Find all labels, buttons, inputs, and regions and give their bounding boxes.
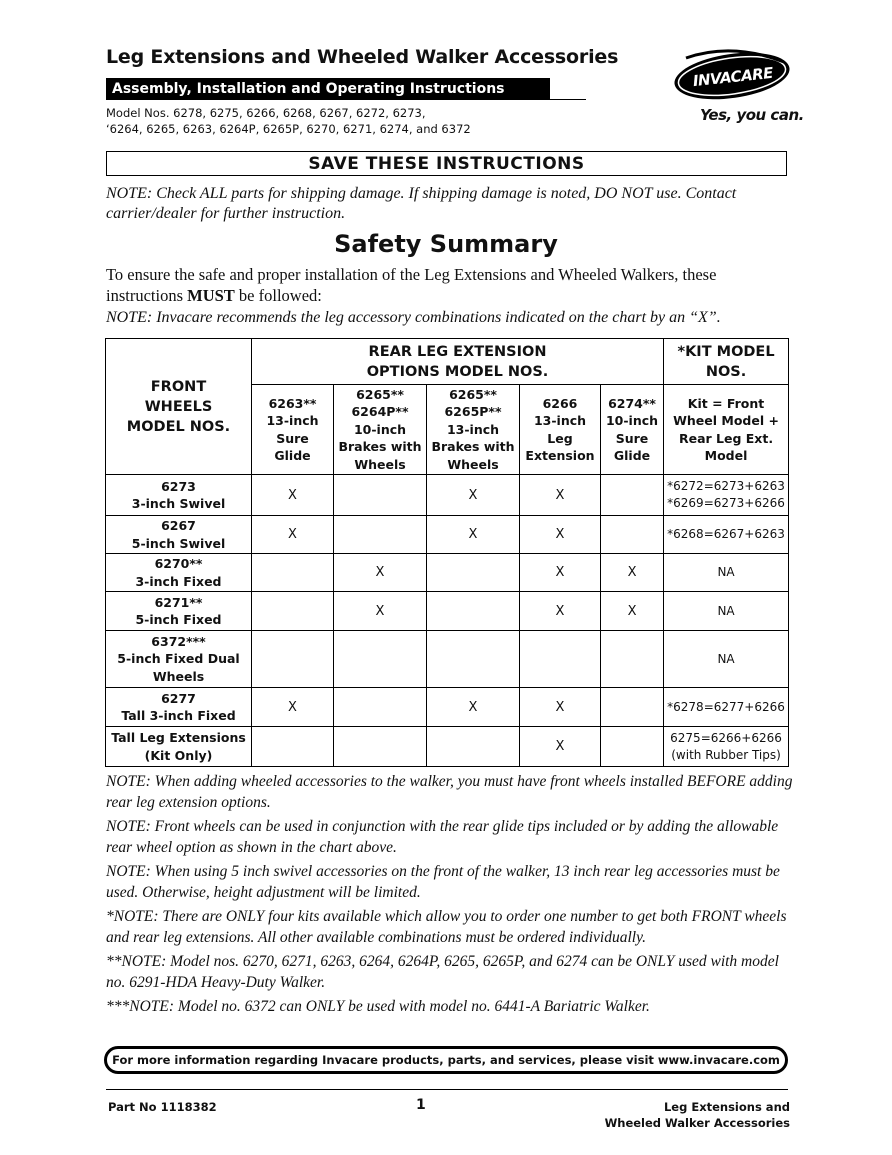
- kit-column-line: Kit = Front: [687, 395, 765, 411]
- kit-model-line: 6275=6266+6266: [670, 730, 782, 745]
- rear-option-line: Glide: [274, 448, 311, 463]
- kit-model-cell: [664, 475, 789, 516]
- rear-option-column-header: [427, 385, 520, 475]
- empty-cell: [601, 475, 664, 516]
- empty-cell: [601, 688, 664, 727]
- rear-option-line: 10-inch: [353, 421, 407, 437]
- intro-text: [106, 264, 796, 306]
- front-wheel-model-cell: [106, 727, 252, 767]
- rear-option-column-header: [601, 385, 664, 475]
- recommended-mark-cell: X: [520, 516, 601, 554]
- rear-header-line: OPTIONS MODEL NOS.: [366, 363, 549, 380]
- recommended-mark-cell: X: [252, 516, 334, 554]
- front-wheel-model-cell: [106, 688, 252, 727]
- empty-cell: [427, 631, 520, 688]
- recommended-mark-cell: X: [520, 554, 601, 592]
- footer-title-line-2: Wheeled Walker Accessories: [604, 1116, 790, 1130]
- kit-header-line: *KIT MODEL: [677, 343, 775, 360]
- rear-option-line: Sure: [276, 430, 309, 446]
- rear-option-line: Brakes with: [338, 439, 422, 455]
- kit-model-cell: [664, 688, 789, 727]
- kit-model-line: (with Rubber Tips): [671, 747, 781, 762]
- note-paragraph: NOTE: When using 5 inch swivel accessories on the front of the walker, 13 inch rear leg accessories must be used. Otherwise, height adjustment will be limited.: [106, 863, 780, 901]
- model-numbers-line-1: Model Nos. 6278, 6275, 6266, 6268, 6267, 6272, 6273,: [106, 106, 426, 120]
- front-wheel-model-line: 6372***: [151, 633, 206, 649]
- recommended-mark-cell: X: [520, 727, 601, 767]
- intro-after: be followed:: [234, 286, 322, 305]
- empty-cell: [427, 592, 520, 631]
- front-wheel-model-cell: [106, 631, 252, 688]
- empty-cell: [252, 554, 334, 592]
- kit-model-cell: [664, 631, 789, 688]
- note-paragraph: *NOTE: There are ONLY four kits available which allow you to order one number to get both FRONT wheels and rear leg extensions. All other available combinations must be ordered individually.: [106, 908, 787, 946]
- rear-option-column-header: [252, 385, 334, 475]
- empty-cell: [601, 631, 664, 688]
- front-header-line: FRONT: [150, 378, 207, 395]
- rear-option-line: 6274**: [608, 395, 656, 411]
- kit-model-cell: [664, 516, 789, 554]
- rear-option-line: Wheels: [354, 456, 406, 472]
- save-instructions-box: SAVE THESE INSTRUCTIONS: [106, 151, 787, 176]
- svg-text:INVACARE: INVACARE: [692, 63, 774, 91]
- document-subtitle: Assembly, Installation and Operating Instructions: [106, 78, 550, 100]
- rear-leg-extension-header: [252, 339, 664, 385]
- table-row: [106, 516, 789, 554]
- kit-model-line: *6269=6273+6266: [667, 496, 785, 510]
- rear-option-line: 6263**: [268, 395, 317, 411]
- invacare-logo: [672, 48, 794, 100]
- table-row: [106, 475, 789, 516]
- front-wheel-model-line: 3-inch Fixed: [135, 573, 222, 589]
- recommended-mark-cell: X: [427, 516, 520, 554]
- front-wheel-model-line: 3-inch Swivel: [131, 496, 226, 511]
- empty-cell: [601, 727, 664, 767]
- kit-header-line: NOS.: [705, 363, 747, 380]
- kit-model-cell: [664, 592, 789, 631]
- empty-cell: [334, 631, 427, 688]
- front-wheel-model-line: Wheels: [152, 668, 205, 684]
- recommended-mark-cell: X: [520, 688, 601, 727]
- intro-bold: MUST: [187, 286, 235, 305]
- footer-rule: [106, 1089, 788, 1090]
- recommended-mark-cell: X: [334, 592, 427, 631]
- rear-option-line: 13-inch: [446, 421, 500, 437]
- rear-option-line: 10-inch: [605, 413, 659, 428]
- front-wheel-model-cell: [106, 475, 252, 516]
- empty-cell: [334, 727, 427, 767]
- empty-cell: [427, 554, 520, 592]
- model-numbers: [106, 105, 471, 137]
- table-body: [106, 475, 789, 767]
- tagline: Yes, you can.: [700, 106, 804, 124]
- empty-cell: [252, 631, 334, 688]
- kit-column-line: Rear Leg Ext.: [678, 430, 774, 446]
- front-wheel-model-line: Tall 3-inch Fixed: [121, 708, 236, 723]
- rear-option-line: Glide: [613, 448, 651, 463]
- rear-option-line: 6264P**: [351, 404, 409, 420]
- kit-column-header: [664, 385, 789, 475]
- kit-model-cell: [664, 727, 789, 767]
- rear-option-line: 13-inch: [533, 413, 587, 428]
- front-header-line: MODEL NOS.: [126, 418, 231, 435]
- front-wheel-model-line: 6270**: [154, 556, 203, 571]
- rear-option-line: Sure: [615, 430, 649, 446]
- kit-column-line: Model: [704, 448, 748, 463]
- kit-model-line: NA: [717, 651, 735, 666]
- kit-column-line: Wheel Model +: [673, 413, 779, 428]
- rear-header-line: REAR LEG EXTENSION: [368, 343, 547, 360]
- rear-option-column-header: [520, 385, 601, 475]
- front-wheel-model-line: 6277: [161, 690, 196, 706]
- intro-before: To ensure the safe and proper installation of the Leg Extensions and Wheeled Walkers, these instructions: [106, 265, 717, 305]
- recommended-mark-cell: X: [520, 475, 601, 516]
- front-wheel-model-line: Tall Leg Extensions: [111, 730, 246, 745]
- kit-model-line: *6272=6273+6263: [667, 479, 785, 493]
- front-header-line: WHEELS: [144, 398, 213, 415]
- rear-option-line: 13-inch: [266, 413, 319, 428]
- rear-option-line: 6265**: [356, 386, 404, 402]
- empty-cell: [427, 727, 520, 767]
- table-row: [106, 688, 789, 727]
- empty-cell: [334, 516, 427, 554]
- recommended-mark-cell: X: [520, 592, 601, 631]
- kit-model-line: *6278=6277+6266: [667, 699, 785, 714]
- front-wheel-model-line: 5-inch Fixed: [135, 612, 222, 627]
- rear-option-line: Extension: [525, 448, 595, 463]
- front-wheel-model-cell: [106, 592, 252, 631]
- front-wheel-model-line: 5-inch Swivel: [131, 535, 226, 551]
- rear-option-line: Leg: [547, 430, 573, 446]
- front-wheels-header: [106, 339, 252, 475]
- kit-model-line: NA: [717, 603, 735, 618]
- empty-cell: [252, 727, 334, 767]
- recommended-mark-cell: X: [252, 475, 334, 516]
- rear-option-line: 6266: [542, 395, 578, 411]
- notes-section: [106, 771, 796, 1020]
- recommended-mark-cell: X: [334, 554, 427, 592]
- empty-cell: [520, 631, 601, 688]
- kit-model-header: [664, 339, 789, 385]
- note-paragraph: ***NOTE: Model no. 6372 can ONLY be used with model no. 6441-A Bariatric Walker.: [106, 998, 650, 1015]
- front-wheel-model-cell: [106, 516, 252, 554]
- table-row: [106, 592, 789, 631]
- table-row: [106, 554, 789, 592]
- front-wheel-model-cell: [106, 554, 252, 592]
- accessory-combination-table: [105, 338, 789, 767]
- table-row: [106, 631, 789, 688]
- footer-info-banner: For more information regarding Invacare products, parts, and services, please visit www.invacare.com: [104, 1046, 788, 1074]
- front-wheel-model-line: 5-inch Fixed Dual: [117, 651, 240, 667]
- empty-cell: [252, 592, 334, 631]
- table-row: [106, 727, 789, 767]
- front-wheel-model-line: 6271**: [154, 594, 203, 610]
- front-wheel-model-line: 6267: [161, 518, 196, 533]
- front-wheel-model-line: 6273: [161, 478, 196, 494]
- rear-option-column-header: [334, 385, 427, 475]
- empty-cell: [334, 475, 427, 516]
- recommended-mark-cell: X: [427, 475, 520, 516]
- rear-option-line: Wheels: [447, 456, 499, 472]
- recommended-mark-cell: X: [252, 688, 334, 727]
- recommended-mark-cell: X: [601, 592, 664, 631]
- note-paragraph: **NOTE: Model nos. 6270, 6271, 6263, 6264, 6264P, 6265, 6265P, and 6274 can be ONLY used with model no. 6291-HDA Heavy-Duty Walker.: [106, 953, 779, 991]
- model-numbers-line-2: ‘6264, 6265, 6263, 6264P, 6265P, 6270, 6271, 6274, and 6372: [106, 122, 471, 136]
- section-title: Safety Summary: [334, 230, 558, 258]
- recommended-mark-cell: X: [427, 688, 520, 727]
- kit-model-line: *6268=6267+6263: [667, 527, 785, 541]
- note-recommend: NOTE: Invacare recommends the leg accessory combinations indicated on the chart by an “X”.: [106, 309, 721, 326]
- empty-cell: [334, 688, 427, 727]
- recommended-mark-cell: X: [601, 554, 664, 592]
- rear-option-line: 6265P**: [444, 404, 502, 420]
- page-number: 1: [416, 1097, 426, 1113]
- subtitle-rule: [550, 99, 586, 100]
- rear-option-line: Brakes with: [431, 439, 515, 455]
- empty-cell: [601, 516, 664, 554]
- part-number: Part No 1118382: [108, 1100, 217, 1114]
- front-wheel-model-line: (Kit Only): [144, 747, 213, 763]
- note-paragraph: NOTE: When adding wheeled accessories to the walker, you must have front wheels installed BEFORE adding rear leg extension options.: [106, 773, 793, 811]
- footer-title-line-1: Leg Extensions and: [663, 1100, 790, 1114]
- note-paragraph: NOTE: Front wheels can be used in conjunction with the rear glide tips included or by adding the allowable rear wheel option as shown in the chart above.: [106, 818, 779, 856]
- kit-model-line: NA: [717, 565, 735, 579]
- document-title: Leg Extensions and Wheeled Walker Accessories: [106, 46, 619, 68]
- footer-document-title: [605, 1099, 790, 1131]
- kit-model-cell: [664, 554, 789, 592]
- note-shipping: NOTE: Check ALL parts for shipping damage. If shipping damage is noted, DO NOT use. Contact carrier/dealer for further instruction.: [106, 185, 737, 222]
- rear-option-line: 6265**: [449, 386, 497, 402]
